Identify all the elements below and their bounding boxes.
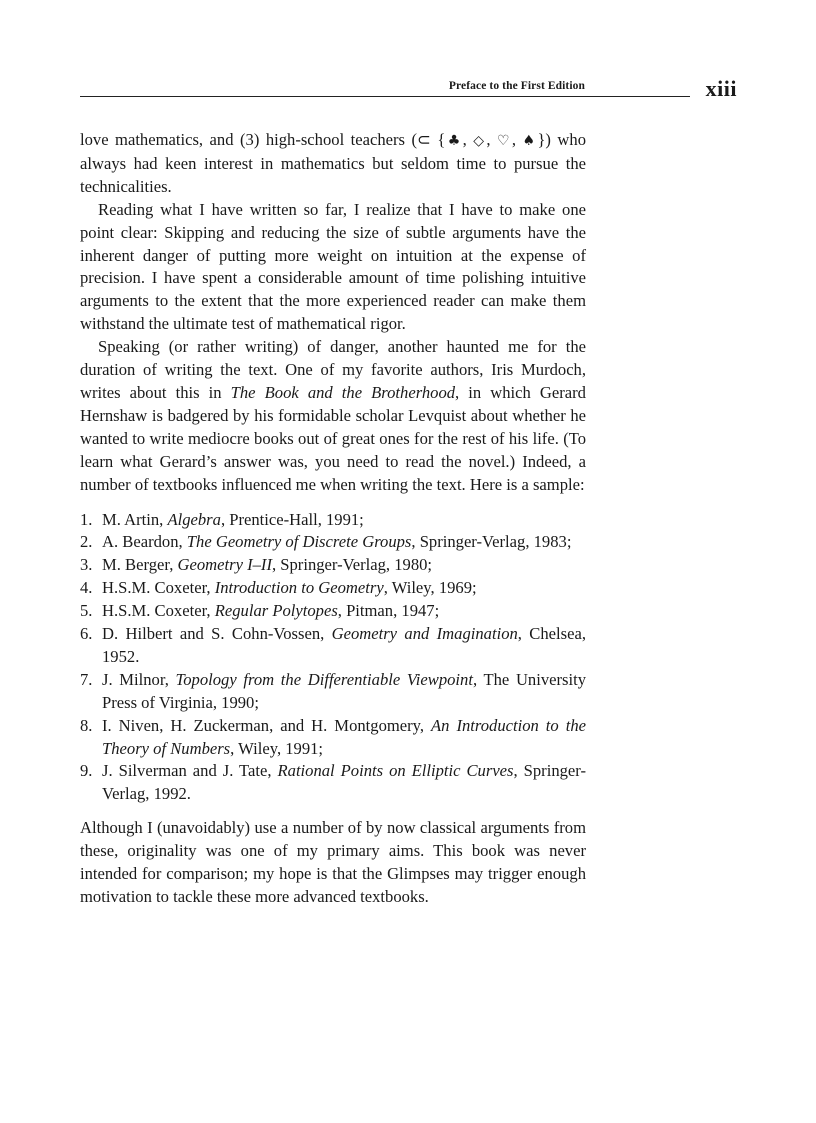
reference-publisher: , Wiley, 1991; xyxy=(230,738,324,758)
reference-publisher: , Springer-Verlag, 1992. xyxy=(102,761,586,804)
reference-author: H.S.M. Coxeter, xyxy=(102,578,215,598)
paragraph-2: Reading what I have written so far, I realize that I have to make one point clear: Skipping and reducing the size of subtle arguments have the inherent danger of putting more weight on intuition at the expense of precision. I have spent a considerable amount of time polishing intuitive arguments to the extent that the more experienced reader can make them withstand the ultimate test of mathematical rigor. xyxy=(80,199,586,334)
reference-number: 6. xyxy=(80,624,93,644)
page-number: xiii xyxy=(705,76,737,101)
p1-sep-1: , xyxy=(462,130,474,149)
reference-publisher: , Springer-Verlag, 1980; xyxy=(271,555,433,575)
reference-title: An Introduction to the Theory of Numbers xyxy=(102,715,586,758)
reference-title: Topology from the Differentiable Viewpoint xyxy=(175,669,473,689)
reference-author: J. Milnor, xyxy=(102,669,176,689)
paragraph-3 xyxy=(80,336,586,496)
reference-author: A. Beardon, xyxy=(102,532,187,552)
paragraph-4: Although I (unavoidably) use a number of by now classical arguments from these, originality was one of my primary aims. This book was never intended for comparison; my hope is that the Glimpses may trigger enough motivation to tackle these more advanced textbooks. xyxy=(80,818,586,906)
reference-item xyxy=(80,623,586,669)
reference-item xyxy=(80,760,586,806)
reference-number: 2. xyxy=(80,532,93,552)
reference-title: The Geometry of Discrete Groups xyxy=(186,532,412,552)
reference-item xyxy=(80,715,586,761)
reference-author: H.S.M. Coxeter, xyxy=(102,601,215,621)
reference-author: J. Silverman and J. Tate, xyxy=(102,761,278,781)
header-rule xyxy=(80,96,690,97)
reference-publisher: , Chelsea, 1952. xyxy=(102,624,586,666)
paragraph-1 xyxy=(80,129,586,199)
reference-list xyxy=(80,509,586,807)
reference-publisher: , Pitman, 1947; xyxy=(337,601,440,621)
reference-title: Rational Points on Elliptic Curves xyxy=(277,761,514,781)
novel-title: The Book and the Brotherhood xyxy=(230,382,456,402)
reference-title: Regular Polytopes xyxy=(214,601,338,621)
reference-author: I. Niven, H. Zuckerman, and H. Montgomery, xyxy=(102,715,432,735)
p1-sep-3: , xyxy=(511,130,523,149)
reference-publisher: , Wiley, 1969; xyxy=(383,578,477,598)
reference-title: Geometry and Imagination xyxy=(331,624,518,644)
p1-sep-2: , xyxy=(486,130,498,149)
p1-text-a: love mathematics, and (3) high-school teachers (⊂ { xyxy=(80,130,446,149)
reference-item xyxy=(80,531,586,554)
reference-item xyxy=(80,577,586,600)
reference-number: 7. xyxy=(80,669,93,689)
club-icon: ♣ xyxy=(445,133,463,149)
reference-item xyxy=(80,600,586,623)
reference-title: Algebra xyxy=(167,509,221,529)
reference-item xyxy=(80,509,586,532)
reference-author: M. Berger, xyxy=(102,555,178,575)
main-text xyxy=(80,129,586,909)
reference-publisher: , The University Press of Virginia, 1990; xyxy=(102,669,587,712)
heart-icon: ♡ xyxy=(497,133,512,149)
spade-icon: ♠ xyxy=(522,133,538,149)
reference-author: M. Artin, xyxy=(102,509,168,529)
reference-number: 3. xyxy=(80,555,93,575)
reference-number: 8. xyxy=(80,715,93,735)
reference-number: 5. xyxy=(80,601,93,621)
reference-title: Geometry I–II xyxy=(177,555,272,575)
diamond-icon: ◇ xyxy=(473,133,487,149)
running-title: Preface to the First Edition xyxy=(448,80,585,92)
reference-item xyxy=(80,554,586,577)
p1-text-b: }) who always had keen interest in mathematics but seldom time to pursue the technicalities. xyxy=(80,130,586,196)
reference-number: 9. xyxy=(80,761,93,781)
reference-number: 4. xyxy=(80,578,93,598)
reference-author: D. Hilbert and S. Cohn-Vossen, xyxy=(102,624,332,644)
reference-item xyxy=(80,669,586,715)
reference-publisher: , Springer-Verlag, 1983; xyxy=(411,532,572,552)
p3-text-a: Speaking (or rather writing) of danger, another haunted me for the duration of writing the text. One of my favorite authors, Iris Murdoch, writes about this in xyxy=(80,337,586,402)
reference-title: Introduction to Geometry xyxy=(214,578,384,598)
running-header xyxy=(80,74,737,104)
reference-number: 1. xyxy=(80,509,93,529)
p3-text-b: , in which Gerard Hernshaw is badgered by his formidable scholar Levquist about whether he wanted to write mediocre books out of great ones for the rest of his life. (To learn what Gerard’s answer was, you need to read the novel.) Indeed, a number of textbooks influenced me when writing the text. Here is a sample: xyxy=(80,382,586,494)
reference-publisher: , Prentice-Hall, 1991; xyxy=(220,509,364,529)
